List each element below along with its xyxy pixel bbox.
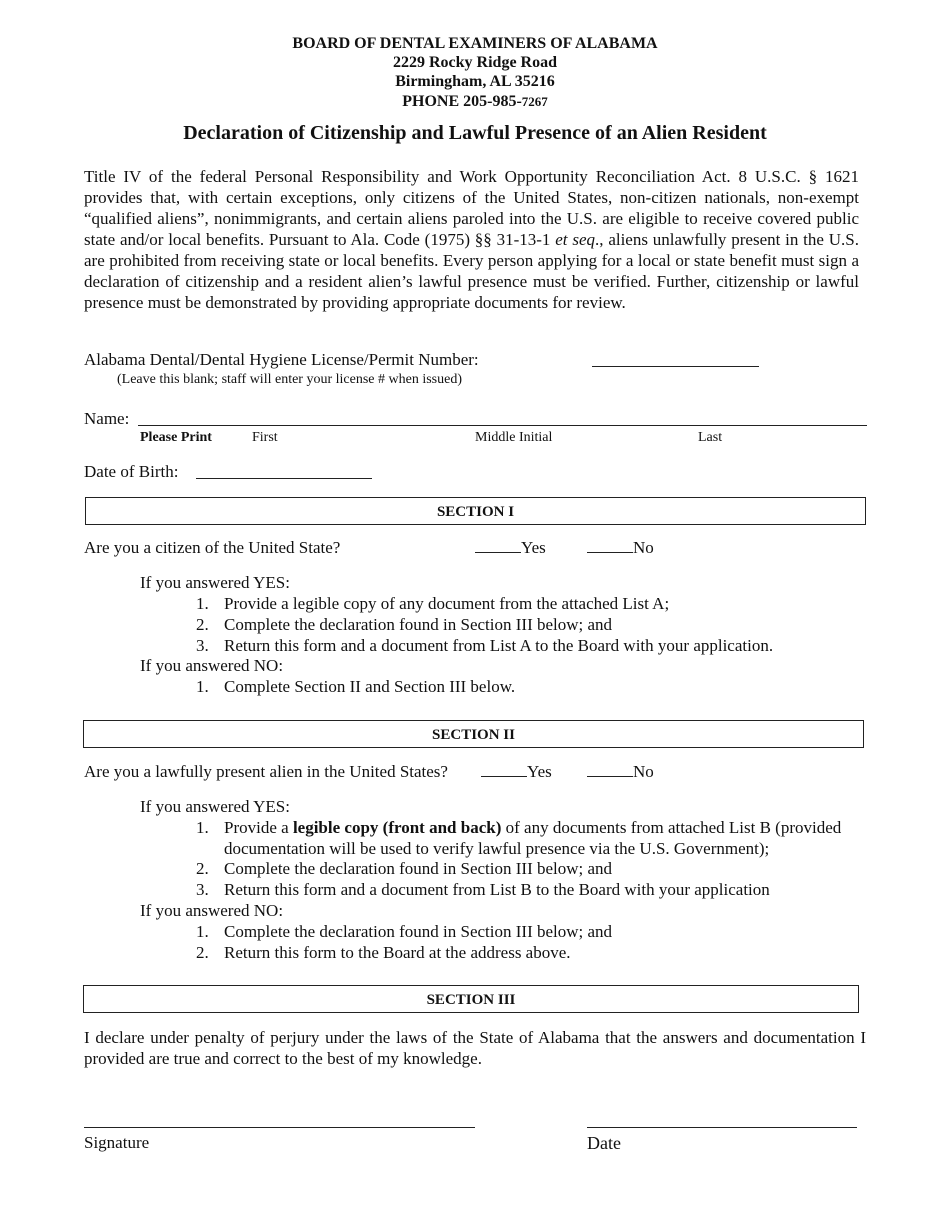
- phone-label: PHONE 205-985-: [402, 93, 522, 110]
- page-title: Declaration of Citizenship and Lawful Presence of an Alien Resident: [183, 122, 767, 144]
- s2-if-no: If you answered NO:: [140, 901, 284, 920]
- s1-yes-item-2: Complete the declaration found in Section III below; and: [224, 615, 613, 634]
- board-phone: [0, 92, 950, 111]
- alien-yes-blank[interactable]: [481, 762, 527, 777]
- citizen-yes-option[interactable]: [475, 538, 546, 558]
- name-field[interactable]: [138, 425, 867, 426]
- alien-yes-label: Yes: [527, 762, 552, 781]
- s2-yes-item-2: Complete the declaration found in Section III below; and: [224, 859, 613, 878]
- alien-question: Are you a lawfully present alien in the United States?: [84, 762, 448, 781]
- citizen-no-option[interactable]: [587, 538, 654, 558]
- dob-label: Date of Birth:: [84, 462, 179, 481]
- intro-paragraph: [84, 166, 859, 313]
- alien-yes-option[interactable]: [481, 762, 552, 782]
- phone-ext: 7267: [521, 94, 548, 109]
- list-number: 1.: [196, 677, 209, 696]
- date-label: Date: [587, 1133, 621, 1153]
- name-label: Name:: [84, 409, 130, 428]
- signature-label: Signature: [84, 1133, 150, 1152]
- section-3-header: SECTION III: [83, 985, 859, 1013]
- s2-item1-pre: Provide a: [224, 818, 293, 837]
- s1-no-item-1: Complete Section II and Section III below.: [224, 677, 516, 696]
- section-2-header: SECTION II: [83, 720, 864, 748]
- alien-no-label: No: [633, 762, 654, 781]
- section-1-header: SECTION I: [85, 497, 866, 525]
- s2-yes-item-1-cont: documentation will be used to verify lawful presence via the U.S. Government);: [224, 839, 770, 858]
- dob-field[interactable]: [196, 478, 372, 479]
- citizen-question: Are you a citizen of the United State?: [84, 538, 341, 557]
- license-note: (Leave this blank; staff will enter your license # when issued): [117, 372, 462, 387]
- list-number: 2.: [196, 859, 209, 878]
- intro-part2: ., aliens unlawfully present in the U.S. are prohibited from receiving state or local benefits. Every person applying for a local or state benefit must sign a declaration of citizenship and a resident alien’s lawful presence must be verified. Further, citizenship or lawful presence must be demonstrated by providing appropriate documents for review.: [84, 230, 859, 312]
- s1-yes-item-3: Return this form and a document from List A to the Board with your application.: [224, 636, 774, 655]
- citizen-no-blank[interactable]: [587, 538, 633, 553]
- s2-yes-item-1: [224, 818, 841, 838]
- license-number-field[interactable]: [592, 366, 759, 367]
- declaration-text: I declare under penalty of perjury under the laws of the State of Alabama that the answers and documentation I provided are true and correct to the best of my knowledge.: [84, 1028, 866, 1068]
- first-name-label: First: [252, 430, 278, 445]
- citizen-yes-label: Yes: [521, 538, 546, 557]
- board-city: Birmingham, AL 35216: [395, 73, 555, 90]
- date-field[interactable]: [587, 1127, 857, 1128]
- list-number: 2.: [196, 943, 209, 962]
- citizen-no-label: No: [633, 538, 654, 557]
- s2-item1-post: of any documents from attached List B (provided: [501, 818, 842, 837]
- s2-no-item-1: Complete the declaration found in Section III below; and: [224, 922, 613, 941]
- alien-no-blank[interactable]: [587, 762, 633, 777]
- list-number: 3.: [196, 880, 209, 899]
- intro-et-seq: et seq: [555, 230, 595, 249]
- s2-if-yes: If you answered YES:: [140, 797, 290, 816]
- s1-if-no: If you answered NO:: [140, 656, 284, 675]
- list-number: 1.: [196, 594, 209, 613]
- signature-field[interactable]: [84, 1127, 475, 1128]
- middle-initial-label: Middle Initial: [475, 430, 553, 445]
- list-number: 1.: [196, 922, 209, 941]
- list-number: 1.: [196, 818, 209, 837]
- intro-part1: Title IV of the federal Personal Responsibility and Work Opportunity Reconciliation Act. 8 U.S.C. § 1621 provides that, with certain exceptions, only citizens of the United States, non-citizen nationals, non-exempt “qualified aliens”, nonimmigrants, and certain aliens paroled into the U.S. are eligible to receive covered public state and/or local benefits. Pursuant to Ala. Code (1975) §§ 31-13-1: [84, 167, 859, 249]
- s1-yes-item-1: Provide a legible copy of any document from the attached List A;: [224, 594, 670, 613]
- list-number: 3.: [196, 636, 209, 655]
- board-name: BOARD OF DENTAL EXAMINERS OF ALABAMA: [292, 35, 658, 52]
- citizen-yes-blank[interactable]: [475, 538, 521, 553]
- board-address: 2229 Rocky Ridge Road: [392, 54, 557, 71]
- please-print-label: Please Print: [140, 430, 212, 445]
- list-number: 2.: [196, 615, 209, 634]
- s1-if-yes: If you answered YES:: [140, 573, 290, 592]
- s2-item1-bold: legible copy (front and back): [292, 818, 502, 837]
- alien-no-option[interactable]: [587, 762, 654, 782]
- s2-yes-item-3: Return this form and a document from List B to the Board with your application: [224, 880, 770, 899]
- last-name-label: Last: [698, 430, 723, 445]
- s2-no-item-2: Return this form to the Board at the address above.: [224, 943, 571, 962]
- license-label: Alabama Dental/Dental Hygiene License/Permit Number:: [84, 350, 479, 369]
